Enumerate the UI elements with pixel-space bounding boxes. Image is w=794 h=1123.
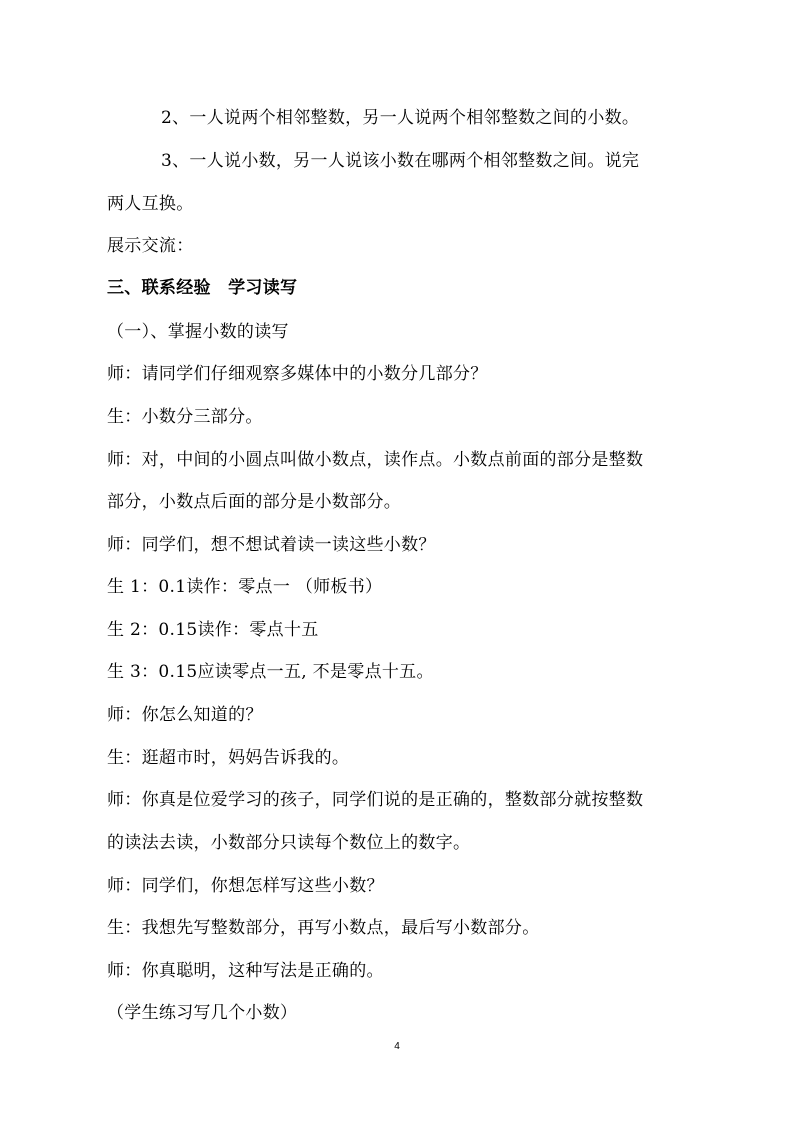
dialogue-line-10: 生：逛超市时，妈妈告诉我的。	[107, 748, 350, 768]
dialogue-line-7: 生 2：0.15读作：零点十五	[107, 620, 319, 640]
dialogue-line-9: 师：你怎么知道的？	[107, 705, 263, 725]
page-number: 4	[394, 1041, 400, 1052]
section-heading: 三、联系经验 学习读写	[107, 278, 298, 298]
dialogue-line-14: 生：我想先写整数部分，再写小数点，最后写小数部分。	[107, 918, 540, 938]
dialogue-line-3: 师：对，中间的小圆点叫做小数点，读作点。小数点前面的部分是整数	[107, 450, 644, 470]
dialogue-line-8: 生 3：0.15应读零点一五, 不是零点十五。	[107, 662, 434, 682]
dialogue-line-1: 师：请同学们仔细观察多媒体中的小数分几部分？	[107, 364, 488, 384]
dialogue-line-2: 生：小数分三部分。	[107, 407, 263, 427]
dialogue-line-12: 的读法去读，小数部分只读每个数位上的数字。	[107, 833, 471, 853]
dialogue-line-15: 师：你真聪明，这种写法是正确的。	[107, 961, 384, 981]
dialogue-line-5: 师：同学们，想不想试着读一读这些小数？	[107, 535, 436, 555]
dialogue-line-4: 部分，小数点后面的部分是小数部分。	[107, 492, 402, 512]
dialogue-line-13: 师：同学们，你想怎样写这些小数？	[107, 876, 384, 896]
paragraph-line-1: 2、一人说两个相邻整数，另一人说两个相邻整数之间的小数。	[161, 108, 640, 128]
paragraph-line-4: 展示交流：	[107, 236, 194, 256]
dialogue-line-11: 师：你真是位爱学习的孩子，同学们说的是正确的，整数部分就按整数	[107, 790, 644, 810]
dialogue-line-6: 生 1：0.1读作：零点一 （师板书）	[107, 577, 383, 597]
paragraph-line-3: 两人互换。	[107, 194, 194, 214]
subsection-heading: （一）、掌握小数的读写	[107, 322, 289, 342]
paragraph-line-2: 3、一人说小数，另一人说该小数在哪两个相邻整数之间。说完	[161, 151, 640, 171]
dialogue-line-16: （学生练习写几个小数）	[107, 1003, 298, 1023]
